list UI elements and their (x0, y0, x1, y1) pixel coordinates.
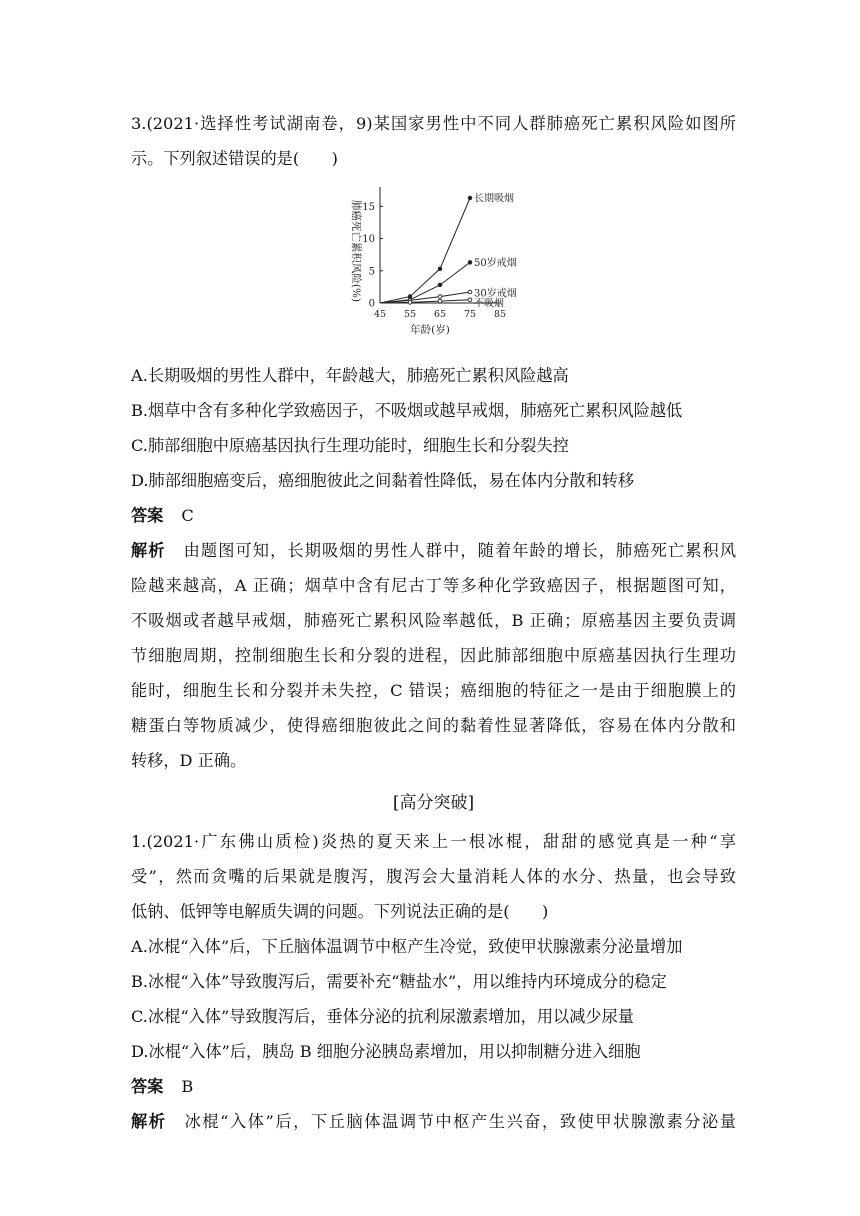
q1-option-d: D.冰棍“入体”后，胰岛 B 细胞分泌胰岛素增加，用以抑制糖分进入细胞 (131, 1042, 641, 1061)
series-point (438, 267, 442, 271)
series-label: 30岁戒烟 (474, 288, 517, 300)
document-page (131, 106, 736, 1139)
q1-analysis-label: 解析 (131, 1112, 167, 1131)
series-point (438, 299, 442, 303)
series-label: 不吸烟 (474, 298, 504, 310)
q3-answer (131, 498, 736, 533)
q1-option-c: C.冰棍“入体”导致腹泻后，垂体分泌的抗利尿激素增加，用以减少尿量 (131, 1007, 634, 1026)
q1-analysis-line-1 (131, 1104, 736, 1139)
q1-stem-line-3: 低钠、低钾等电解质失调的问题。下列说法正确的是( ) (131, 902, 549, 921)
series-point (468, 261, 472, 265)
x-tick-label: 55 (403, 309, 417, 320)
q3-option-a: A.长期吸烟的男性人群中，年龄越大，肺癌死亡累积风险越高 (131, 366, 569, 385)
y-tick-label: 15 (362, 201, 375, 213)
q3-option-d: D.肺部细胞癌变后，癌细胞彼此之间黏着性降低，易在体内分散和转移 (131, 471, 635, 490)
q3-answer-value: C (181, 506, 194, 525)
q3-analysis-line-4: 节细胞周期，控制细胞生长和分裂的进程，因此肺部细胞中原癌基因执行生理功 (131, 646, 736, 665)
y-tick-label: 0 (368, 298, 375, 310)
q1-stem-line-1: 1.(2021·广东佛山质检)炎热的夏天来上一根冰棍，甜甜的感觉真是一种“享 (131, 832, 736, 851)
q3-option-c: C.肺部细胞中原癌基因执行生理功能时，细胞生长和分裂失控 (131, 436, 569, 455)
series-line (380, 198, 470, 303)
series-label: 50岁戒烟 (474, 257, 517, 269)
x-tick-label: 65 (433, 309, 447, 320)
q1-option-a: A.冰棍“入体”后，下丘脑体温调节中枢产生冷觉，致使甲状腺激素分泌量增加 (131, 937, 683, 956)
q3-analysis-line-6: 糖蛋白等物质减少，使得癌细胞彼此之间的黏着性显著降低，容易在体内分散和 (131, 716, 736, 735)
series-label: 长期吸烟 (474, 193, 514, 205)
x-tick-label: 75 (463, 309, 477, 320)
x-axis-label: 年龄(岁) (410, 324, 450, 336)
series-point (408, 301, 412, 305)
y-tick-label: 10 (362, 234, 375, 246)
q3-analysis-text-1: 由题图可知，长期吸烟的男性人群中，随着年龄的增长，肺癌死亡累积风 (183, 541, 737, 560)
y-tick-label: 5 (368, 266, 375, 278)
risk-line-chart (345, 179, 520, 351)
q1-answer (131, 1069, 736, 1104)
q1-stem-line-2: 受”，然而贪嘴的后果就是腹泻，腹泻会大量消耗人体的水分、热量，也会导致 (131, 867, 736, 886)
q3-analysis-line-3: 不吸烟或者越早戒烟，肺癌死亡累积风险率越低，B 正确；原癌基因主要负责调 (131, 611, 736, 630)
q1-answer-label: 答案 (131, 1077, 164, 1096)
q1-answer-value: B (181, 1077, 194, 1096)
section-title: [高分突破] (392, 793, 475, 813)
q3-analysis-line-2: 险越来越高，A 正确；烟草中含有尼古丁等多种化学致癌因子，根据题图可知， (131, 576, 736, 595)
q3-answer-label: 答案 (131, 506, 164, 525)
series-point (438, 295, 442, 299)
q1-analysis-text-1: 冰棍“入体”后，下丘脑体温调节中枢产生兴奋，致使甲状腺激素分泌量 (184, 1112, 736, 1131)
q3-analysis-line-5: 能时，细胞生长和分裂并未失控，C 错误；癌细胞的特征之一是由于细胞膜上的 (131, 681, 736, 700)
q3-option-b: B.烟草中含有多种化学致癌因子，不吸烟或越早戒烟，肺癌死亡累积风险越低 (131, 401, 683, 420)
series-point (468, 290, 472, 294)
q3-analysis-line-1 (131, 533, 736, 568)
q1-option-b: B.冰棍“入体”导致腹泻后，需要补充“糖盐水”，用以维持内环境成分的稳定 (131, 972, 667, 991)
q3-stem-line-1: 3.(2021·选择性考试湖南卷，9)某国家男性中不同人群肺癌死亡累积风险如图所 (131, 114, 736, 133)
series-point (468, 298, 472, 302)
series-point (438, 283, 442, 287)
q3-stem-line-2: 示。下列叙述错误的是( ) (131, 149, 338, 168)
q3-analysis-label: 解析 (131, 541, 166, 560)
series-point (468, 196, 472, 200)
y-axis-label: 肺癌死亡累积风险(%) (350, 199, 362, 303)
x-tick-label: 85 (493, 309, 507, 320)
q3-analysis-line-7: 转移，D 正确。 (131, 751, 247, 770)
x-tick-label: 45 (373, 309, 387, 320)
risk-chart (131, 179, 736, 354)
